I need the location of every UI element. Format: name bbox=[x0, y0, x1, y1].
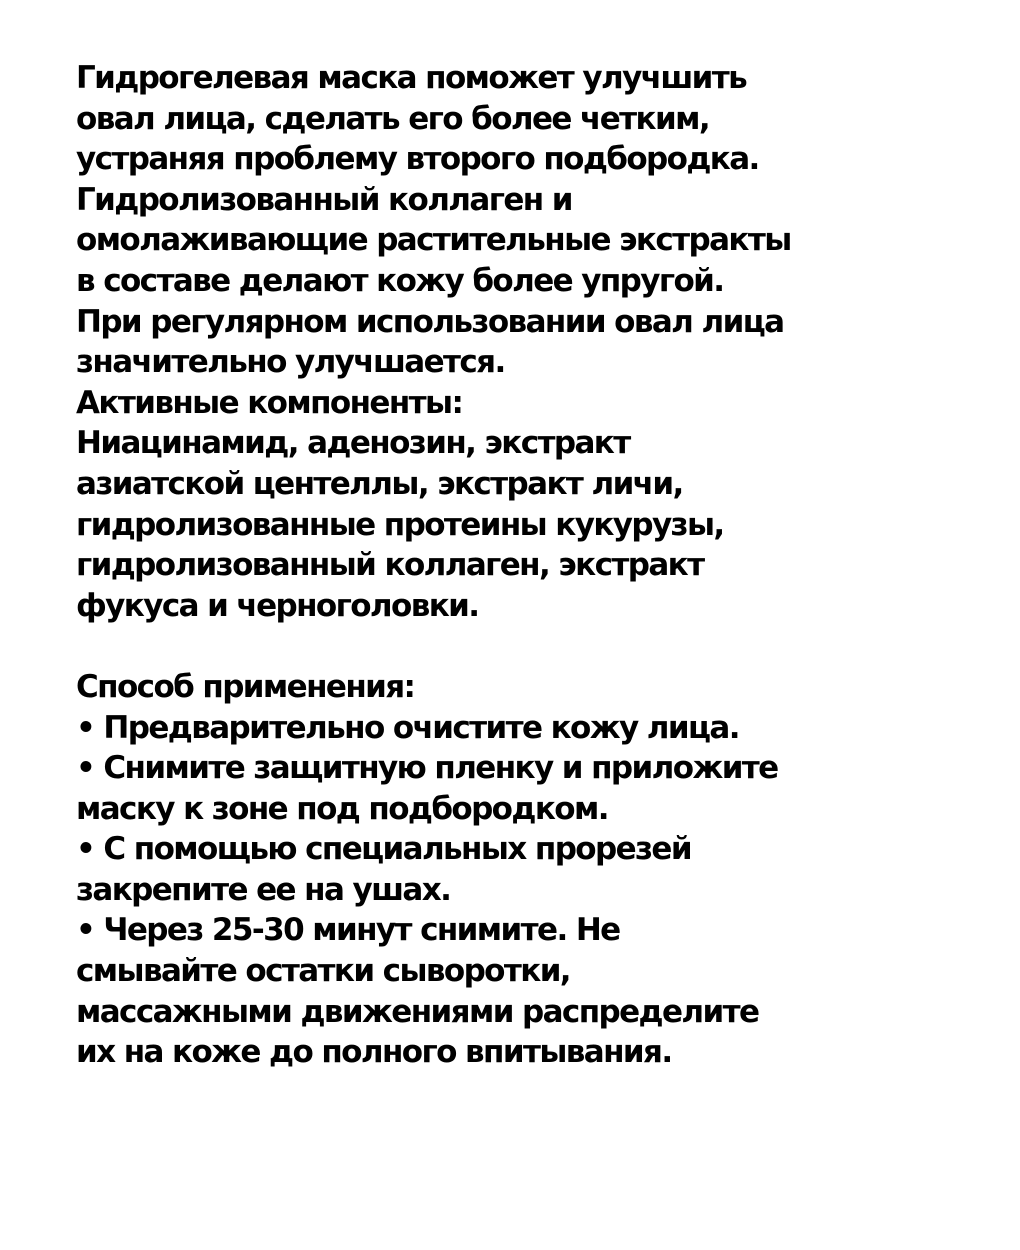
usage-line: • Снимите защитную пленку и приложите bbox=[76, 750, 778, 787]
description-line: Гидролизованный коллаген и bbox=[76, 181, 572, 218]
description-block bbox=[76, 58, 980, 383]
ingredients-line: Ниацинамид, аденозин, экстракт bbox=[76, 425, 630, 462]
ingredients-heading: Активные компоненты: bbox=[76, 384, 463, 421]
usage-heading: Способ применения: bbox=[76, 668, 415, 705]
description-line: омолаживающие растительные экстракты bbox=[76, 222, 791, 259]
description-line: устраняя проблему второго подбородка. bbox=[76, 141, 759, 178]
usage-block bbox=[76, 667, 980, 1073]
section-spacer bbox=[76, 626, 980, 667]
usage-line: • Предварительно очистите кожу лица. bbox=[76, 709, 739, 746]
usage-line: их на коже до полного впитывания. bbox=[76, 1034, 672, 1071]
description-line: овал лица, сделать его более четким, bbox=[76, 100, 709, 137]
ingredients-line: гидролизованный коллаген, экстракт bbox=[76, 547, 704, 584]
description-line: значительно улучшается. bbox=[76, 344, 505, 381]
ingredients-line: фукуса и черноголовки. bbox=[76, 587, 479, 624]
usage-line: • С помощью специальных прорезей bbox=[76, 831, 691, 868]
usage-line: закрепите ее на ушах. bbox=[76, 871, 451, 908]
ingredients-line: азиатской центеллы, экстракт личи, bbox=[76, 465, 683, 502]
usage-line: массажными движениями распределите bbox=[76, 993, 759, 1030]
description-line: в составе делают кожу более упругой. bbox=[76, 262, 724, 299]
ingredients-block bbox=[76, 383, 980, 627]
description-line: Гидрогелевая маска поможет улучшить bbox=[76, 60, 747, 96]
ingredients-line: гидролизованные протеины кукурузы, bbox=[76, 506, 724, 543]
usage-line: маску к зоне под подбородком. bbox=[76, 790, 608, 827]
usage-line: смывайте остатки сыворотки, bbox=[76, 953, 570, 990]
description-line: При регулярном использовании овал лица bbox=[76, 303, 784, 340]
usage-line: • Через 25-30 минут снимите. Не bbox=[76, 912, 620, 949]
